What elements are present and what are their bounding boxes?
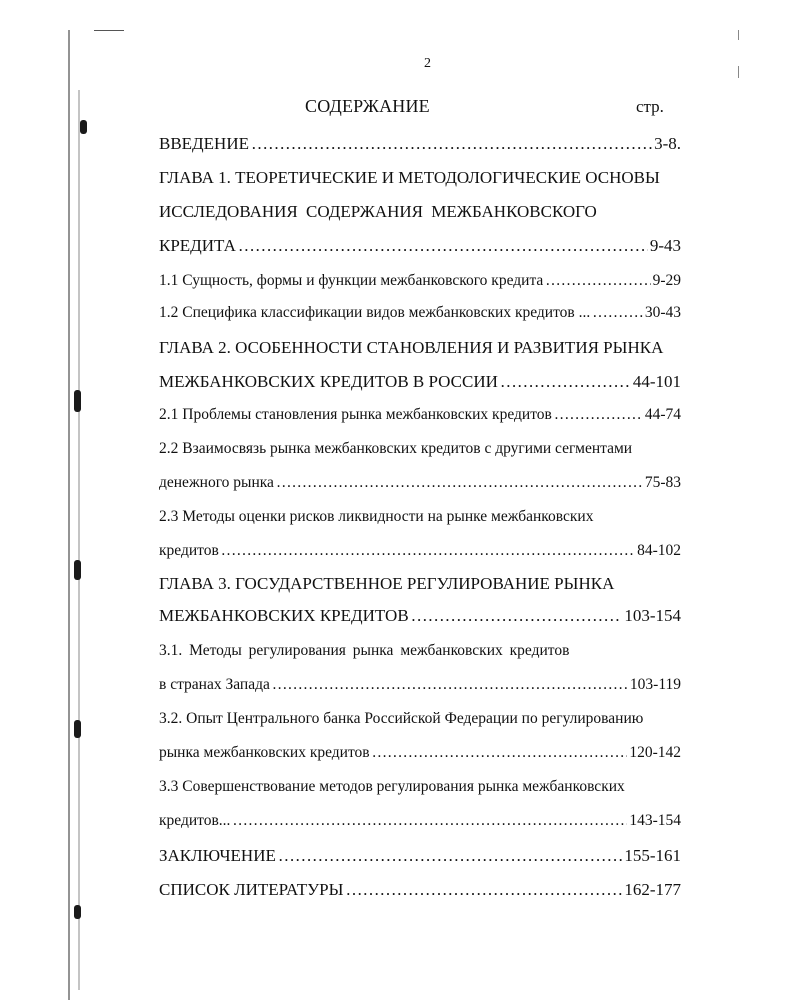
scan-edge-mark bbox=[738, 30, 739, 40]
scan-hole-mark bbox=[80, 120, 87, 134]
toc-entry-page: 155-161 bbox=[624, 846, 681, 865]
leader-dots bbox=[276, 474, 643, 492]
leader-dots bbox=[272, 676, 628, 694]
leader-dots bbox=[592, 304, 643, 322]
toc-chapter-1-line-1: ГЛАВА 1. ТЕОРЕТИЧЕСКИЕ И МЕТОДОЛОГИЧЕСКИЕ ОСНОВЫ bbox=[159, 168, 660, 187]
scan-hole-mark bbox=[74, 905, 81, 919]
leader-dots bbox=[345, 880, 622, 900]
toc-entry-page: 30-43 bbox=[644, 304, 681, 321]
toc-chapter-1-line-2: ИССЛЕДОВАНИЯ СОДЕРЖАНИЯ МЕЖБАНКОВСКОГО bbox=[159, 202, 597, 221]
toc-section-3-2-line-2 bbox=[159, 744, 681, 762]
toc-entry-intro bbox=[159, 134, 681, 154]
toc-entry-conclusion bbox=[159, 846, 681, 866]
toc-section-3-2-line-1: 3.2. Опыт Центрального банка Российской Федерации по регулированию bbox=[159, 710, 644, 727]
toc-entry-page: 75-83 bbox=[644, 474, 681, 491]
toc-entry-text: 1.1 Сущность, формы и функции межбанковского кредита bbox=[159, 272, 544, 289]
toc-entry-text: МЕЖБАНКОВСКИХ КРЕДИТОВ В РОССИИ bbox=[159, 372, 498, 391]
toc-entry-page: 103-154 bbox=[624, 606, 681, 625]
toc-entry-text: МЕЖБАНКОВСКИХ КРЕДИТОВ bbox=[159, 606, 409, 625]
toc-entry-page: 143-154 bbox=[629, 812, 681, 829]
toc-section-3-1-line-2 bbox=[159, 676, 681, 694]
leader-dots bbox=[500, 372, 631, 392]
leader-dots bbox=[238, 236, 648, 256]
toc-section-3-3-line-1: 3.3 Совершенствование методов регулирования рынка межбанковских bbox=[159, 778, 625, 795]
toc-entry-text: КРЕДИТА bbox=[159, 236, 236, 255]
scan-hole-mark bbox=[74, 720, 81, 738]
toc-title: СОДЕРЖАНИЕ bbox=[305, 96, 430, 116]
scan-binding-line bbox=[68, 30, 70, 1000]
scan-hole-mark bbox=[74, 390, 81, 412]
toc-section-1-2 bbox=[159, 304, 681, 322]
toc-entry-text: 1.2 Специфика классификации видов межбанковских кредитов ... bbox=[159, 304, 591, 321]
toc-section-1-1 bbox=[159, 272, 681, 290]
toc-chapter-3-line-2 bbox=[159, 606, 681, 626]
toc-section-2-1 bbox=[159, 406, 681, 424]
toc-chapter-2-line-2 bbox=[159, 372, 681, 392]
leader-dots bbox=[221, 542, 635, 560]
toc-entry-page: 9-29 bbox=[652, 272, 681, 289]
toc-section-2-3-line-2 bbox=[159, 542, 681, 560]
toc-entry-text: ВВЕДЕНИЕ bbox=[159, 134, 249, 153]
toc-section-3-1-line-1: 3.1. Методы регулирования рынка межбанковских кредитов bbox=[159, 642, 570, 659]
leader-dots bbox=[554, 406, 643, 424]
scan-top-mark bbox=[94, 30, 124, 31]
toc-entry-text: рынка межбанковских кредитов bbox=[159, 744, 370, 761]
toc-entry-text: кредитов... bbox=[159, 812, 231, 829]
leader-dots bbox=[251, 134, 652, 154]
page-column-header: стр. bbox=[636, 97, 664, 116]
toc-entry-page: 162-177 bbox=[624, 880, 681, 899]
toc-entry-page: 44-101 bbox=[632, 372, 681, 391]
toc-entry-text: СПИСОК ЛИТЕРАТУРЫ bbox=[159, 880, 344, 899]
scan-binding-line-secondary bbox=[78, 90, 80, 990]
leader-dots bbox=[411, 606, 623, 626]
toc-entry-bibliography bbox=[159, 880, 681, 900]
leader-dots bbox=[372, 744, 628, 762]
leader-dots bbox=[232, 812, 627, 830]
toc-section-2-2-line-1: 2.2 Взаимосвязь рынка межбанковских кредитов с другими сегментами bbox=[159, 440, 633, 457]
leader-dots bbox=[278, 846, 622, 866]
toc-entry-text: 2.1 Проблемы становления рынка межбанковских кредитов bbox=[159, 406, 552, 423]
toc-entry-page: 3-8. bbox=[654, 134, 681, 153]
toc-chapter-1-line-3 bbox=[159, 236, 681, 256]
toc-entry-text: ЗАКЛЮЧЕНИЕ bbox=[159, 846, 276, 865]
toc-entry-page: 9-43 bbox=[649, 236, 681, 255]
toc-entry-page: 44-74 bbox=[644, 406, 681, 423]
toc-entry-page: 103-119 bbox=[629, 676, 681, 693]
toc-entry-page: 120-142 bbox=[629, 744, 681, 761]
toc-section-3-3-line-2 bbox=[159, 812, 681, 830]
scan-edge-mark bbox=[738, 66, 739, 78]
toc-chapter-2-line-1: ГЛАВА 2. ОСОБЕННОСТИ СТАНОВЛЕНИЯ И РАЗВИТИЯ РЫНКА bbox=[159, 338, 664, 357]
toc-section-2-2-line-2 bbox=[159, 474, 681, 492]
toc-entry-text: кредитов bbox=[159, 542, 219, 559]
toc-entry-page: 84-102 bbox=[637, 542, 681, 559]
leader-dots bbox=[545, 272, 650, 290]
page-number: 2 bbox=[424, 56, 431, 71]
toc-section-2-3-line-1: 2.3 Методы оценки рисков ликвидности на рынке межбанковских bbox=[159, 508, 594, 525]
toc-entry-text: в странах Запада bbox=[159, 676, 270, 693]
scan-hole-mark bbox=[74, 560, 81, 580]
toc-entry-text: денежного рынка bbox=[159, 474, 274, 491]
toc-chapter-3-line-1: ГЛАВА 3. ГОСУДАРСТВЕННОЕ РЕГУЛИРОВАНИЕ РЫНКА bbox=[159, 574, 615, 593]
